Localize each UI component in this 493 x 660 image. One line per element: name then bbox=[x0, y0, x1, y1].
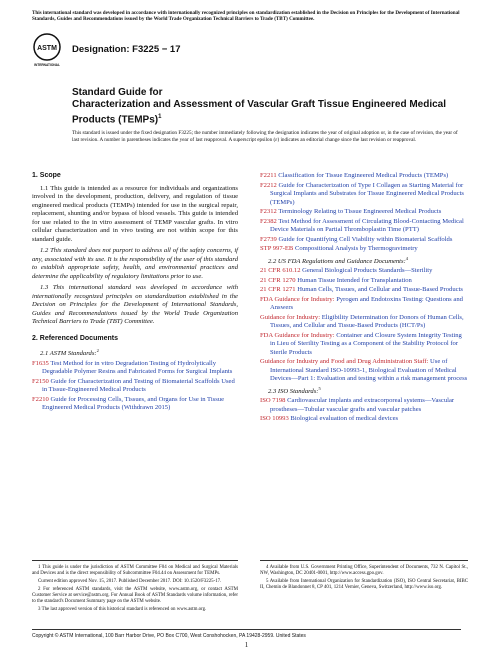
reference-item bbox=[260, 286, 468, 295]
reference-title[interactable]: Test Method for Assessment of Circulating Blood-Contacting Medical Device Materials on Partial Thromboplastin Time (PTT) bbox=[270, 217, 464, 233]
reference-item bbox=[260, 218, 468, 235]
astm-logo bbox=[32, 32, 62, 68]
reference-item bbox=[260, 358, 468, 384]
reference-item bbox=[260, 314, 468, 331]
reference-item bbox=[260, 236, 468, 245]
reference-code-link[interactable]: FDA Guidance for Industry: bbox=[260, 295, 335, 303]
referenced-header: 2. Referenced Documents bbox=[32, 334, 118, 342]
reference-code-link[interactable]: 21 CFR 1270 bbox=[260, 276, 296, 284]
reference-item bbox=[32, 360, 238, 377]
reference-title[interactable]: Classification for Tissue Engineered Medical Products (TEMPs) bbox=[278, 172, 449, 179]
footnote: 4 Available from U.S. Government Printing Office, Superintendent of Documents, 732 N. Capitol St., NW, Washington, DC 20401-0001, http://www.access.gpo.gov. bbox=[260, 565, 468, 576]
title-footnote-mark: 1 bbox=[158, 114, 162, 120]
reference-title[interactable]: Guide for Quantifying Cell Viability within Biomaterial Scaffolds bbox=[278, 235, 453, 243]
reference-item bbox=[260, 415, 468, 424]
reference-title[interactable]: Human Cells, Tissues, and Cellular and Tissue-Based Products bbox=[297, 286, 463, 294]
reference-code-link[interactable]: Guidance for Industry: bbox=[260, 313, 321, 321]
reference-title[interactable]: Pyrogen and Endotoxins Testing: Questions and Answers bbox=[270, 295, 463, 312]
reference-code-link[interactable]: F2210 bbox=[32, 395, 49, 403]
reference-title[interactable]: Guide for Characterization and Testing of Biomaterial Scaffolds Used in Tissue-Engineered Medical Products bbox=[42, 377, 235, 394]
right-column bbox=[260, 172, 468, 425]
footnotes-left bbox=[32, 560, 238, 615]
reference-title[interactable]: Human Tissue Intended for Transplantation bbox=[297, 276, 412, 284]
astm-reference-list bbox=[32, 360, 238, 413]
reference-title[interactable]: Terminology Relating to Tissue Engineered Medical Products bbox=[278, 208, 442, 215]
fda-reference-list bbox=[260, 267, 468, 384]
reference-item bbox=[260, 277, 468, 286]
footnote: 1 This guide is under the jurisdiction of ASTM Committee F04 on Medical and Surgical Materials and Devices and is the direct responsibility of Subcommittee F04.44 on Assessment for TEMPs. bbox=[32, 565, 238, 576]
footnote: 3 The last approved version of this historical standard is referenced on www.astm.org. bbox=[38, 607, 207, 612]
reference-code-link[interactable]: F2211 bbox=[260, 172, 277, 179]
reference-title[interactable]: Eligibility Determination for Donors of Human Cells, Tissues, and Cellular and Tissue-Based Products (HCT/Ps) bbox=[270, 313, 464, 330]
reference-item bbox=[260, 208, 468, 217]
reference-code-link[interactable]: F2212 bbox=[260, 181, 277, 189]
reference-title[interactable]: Compositional Analysis by Thermogravimetry bbox=[294, 245, 418, 252]
page-number: 1 bbox=[244, 641, 249, 649]
fda-subheader: 2.2 US FDA Regulations and Guidance Documents:$^4$ bbox=[268, 255, 409, 265]
iso-reference-list bbox=[260, 397, 468, 424]
footnote: Current edition approved Nov. 15, 2017. Published December 2017. DOI: 10.1520/F3225-17. bbox=[38, 579, 222, 584]
reference-title[interactable]: Use of International Standard ISO-10993-1, Biological Evaluation of Medical Devices—Part 1: Evaluation and testing within a risk management process bbox=[270, 358, 468, 383]
reference-code-link[interactable]: 21 CFR 1271 bbox=[260, 286, 296, 294]
reference-code-link[interactable]: 21 CFR 610.12 bbox=[260, 267, 301, 275]
footnotes-right bbox=[260, 560, 468, 593]
reference-code-link[interactable]: F2150 bbox=[32, 377, 49, 385]
reference-title[interactable]: Guide for Characterization of Type I Collagen as Starting Material for Surgical Implants and Substrates for Tissue Engineered Medical Products (TEMPs) bbox=[270, 181, 465, 206]
title-line-2: Characterization and Assessment of Vascular Graft Tissue Engineered Medical Products (TEMPs)$^1$ bbox=[72, 99, 447, 126]
issued-note: This standard is issued under the fixed designation F3225; the number immediately following the designation indicates the year of original adoption or, in the case of revision, the year of last revision. A number in parentheses indicates the year of last reapproval. A superscript epsilon (ε) indicates an editorial change since the last revision or reapproval. bbox=[72, 130, 458, 143]
reference-item bbox=[260, 267, 468, 276]
copyright-line: Copyright © ASTM International, 100 Barr Harbor Drive, PO Box C700, West Conshohocken, PA 19428-2959. United States bbox=[32, 629, 461, 639]
reference-code-link[interactable]: Guidance for Industry and Food and Drug Administration Staff: bbox=[260, 358, 429, 366]
reference-title[interactable]: Cardiovascular implants and extracorporeal systems—Vascular prostheses—Tubular vascular grafts and vascular patches bbox=[270, 397, 455, 413]
astm-reference-list-continued bbox=[260, 172, 468, 254]
reference-item bbox=[260, 172, 468, 181]
reference-code-link[interactable]: F2312 bbox=[260, 208, 277, 215]
reference-item bbox=[260, 397, 468, 414]
scope-header: 1. Scope bbox=[32, 172, 61, 179]
footnote: 5 Available from International Organization for Standardization (ISO), ISO Central Secretariat, BIBC II, Chemin de Blandonnet 8, CP 401, 1214 Vernier, Geneva, Switzerland, http://www.iso.org. bbox=[260, 579, 468, 590]
reference-item bbox=[260, 245, 468, 254]
scope-para-3: 1.3 This international standard was developed in accordance with internationally recognized principles on standardization established in the Decision on Principles for the Development of International Standards, Guides and Recommendations issued by the World Trade Organization Technical Barriers to Trade (TBT) Committee. bbox=[32, 284, 238, 325]
title-line-1: Standard Guide for bbox=[72, 87, 163, 98]
reference-item bbox=[260, 296, 468, 313]
standard-notice: This international standard was developed in accordance with internationally recognized principles on standardization established in the Decision on Principles for the Development of International Standards, Guides and Recommendations issued by the World Trade Organization Technical Barriers to Trade (TBT) Committee. bbox=[32, 10, 460, 22]
reference-title[interactable]: Biological evaluation of medical devices bbox=[290, 415, 399, 423]
scope-para-2: 1.2 This standard does not purport to address all of the safety concerns, if any, associated with its use. It is the responsibility of the user of this standard to establish appropriate safety, health, and environmental practices and determine the applicability of regulatory limitations prior to use. bbox=[32, 247, 238, 280]
reference-title[interactable]: Container and Closure System Integrity Testing in Lieu of Sterility Testing as a Component of the Stability Protocol for Sterile Products bbox=[270, 331, 462, 356]
reference-code-link[interactable]: FDA Guidance for Industry: bbox=[260, 331, 335, 339]
reference-code-link[interactable]: STP 997-EB bbox=[260, 245, 294, 252]
astm-standards-subheader: 2.1 ASTM Standards:$^2$ bbox=[40, 348, 99, 358]
logo-subtext: INTERNATIONAL bbox=[34, 63, 60, 67]
reference-title[interactable]: Test Method for in vitro Degradation Testing of Hydrolytically Degradable Polymer Resins and Fabricated Forms for Surgical Implants bbox=[42, 359, 233, 376]
reference-title[interactable]: Guide for Processing Cells, Tissues, and Organs for Use in Tissue Engineered Medical Products (Withdrawn 2015) bbox=[42, 395, 225, 412]
left-column bbox=[32, 172, 238, 414]
reference-code-link[interactable]: ISO 7198 bbox=[260, 397, 286, 405]
reference-item bbox=[260, 332, 468, 358]
reference-code-link[interactable]: F1635 bbox=[32, 359, 49, 367]
reference-item bbox=[32, 378, 238, 395]
scope-para-1: 1.1 This guide is intended as a resource for individuals and organizations involved in the development, production, delivery, and regulation of tissue engineered medical products (TEMPs) intended for use in the surgical repair, replacement, shunting and/or bypass of blood vessels. This guide is intended for use related to the in vitro assessment of TEMP vascular grafts. In vitro cellular characterization and in vivo testing are not within scope for this standard guide. bbox=[32, 184, 238, 243]
iso-subheader: 2.3 ISO Standards:$^5$ bbox=[268, 385, 321, 395]
footnote: 2 For referenced ASTM standards, visit the ASTM website, www.astm.org, or contact ASTM Customer Service at service@astm.org. For Annual Book of ASTM Standards volume information, refer to the standard's Document Summary page on the ASTM website. bbox=[32, 587, 238, 604]
reference-item bbox=[260, 182, 468, 208]
reference-title[interactable]: General Biological Products Standards—Sterility bbox=[302, 267, 433, 275]
reference-code-link[interactable]: ISO 10993 bbox=[260, 415, 289, 423]
designation: Designation: F3225 − 17 bbox=[72, 44, 181, 55]
reference-item bbox=[32, 396, 238, 413]
reference-code-link[interactable]: F2739 bbox=[260, 235, 277, 243]
title-block bbox=[72, 87, 462, 126]
logo-text: ASTM bbox=[37, 45, 57, 52]
reference-code-link[interactable]: F2382 bbox=[260, 217, 277, 225]
